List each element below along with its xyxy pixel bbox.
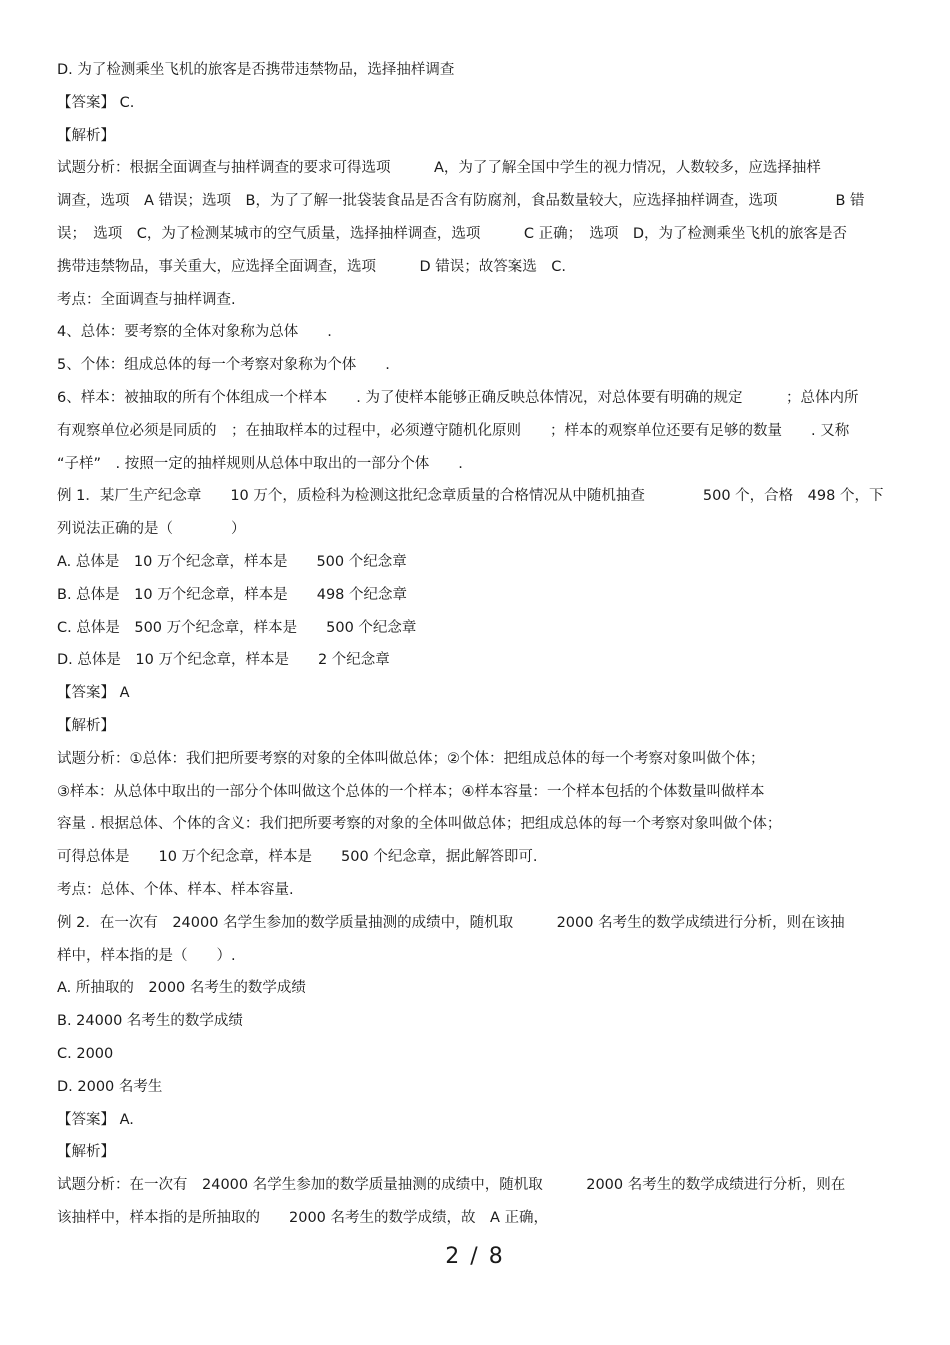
text-line: 试题分析：①总体：我们把所要考察的对象的全体叫做总体；②个体：把组成总体的每一个考察对象叫做个体； [57,750,765,767]
text-line: A. 所抽取的 2000 名考生的数学成绩 [57,980,306,997]
text-line: 【答案】 A. [57,1111,134,1128]
text-line: C. 2000 [57,1046,114,1062]
text-line: 考点：全面调查与抽样调查. [57,291,236,308]
text-line: 试题分析：在一次有 24000 名学生参加的数学质量抽测的成绩中，随机取 2000 名考生的数学成绩进行分析，则在 [57,1177,846,1194]
text-line: 该抽样中，样本指的是所抽取的 2000 名考生的数学成绩，故 A 正确， [57,1210,549,1226]
text-line: 有观察单位必须是同质的 ；在抽取样本的过程中，必须遵守随机化原则 ；样本的观察单位还要有足够的数量 . 又称 [57,422,850,439]
text-line: 【解析】 [57,718,115,734]
text-line: 调查，选项 A 错误；选项 B，为了了解一批袋装食品是否含有防腐剂，食品数量较大，应选择抽样调查，选项 B 错 [57,193,865,210]
text-line: 例 1．某厂生产纪念章 10 万个，质检科为检测这批纪念章质量的合格情况从中随机抽查 500 个，合格 498 个，下 [57,488,884,505]
text-line: 【解析】 [57,1144,115,1161]
text-line: B. 24000 名考生的数学成绩 [57,1013,243,1030]
text-line: 误； 选项 C，为了检测某城市的空气质量，选择抽样调查，选项 C 正确； 选项 D，为了检测乘坐飞机的旅客是否 [57,226,848,242]
text-line: 可得总体是 10 万个纪念章，样本是 500 个纪念章，据此解答即可. [57,849,538,866]
text-line: D. 总体是 10 万个纪念章，样本是 2 个纪念章 [57,652,390,669]
text-line: ③样本：从总体中取出的一部分个体叫做这个总体的一个样本；④样本容量：一个样本包括的个体数量叫做样本 [57,783,765,800]
text-line: 4、总体：要考察的全体对象称为总体 . [57,324,332,341]
text-line: A. 总体是 10 万个纪念章，样本是 500 个纪念章 [57,554,407,570]
text-line: 携带违禁物品，事关重大，应选择全面调查，选项 D 错误；故答案选 C. [57,258,567,275]
text-line: 样中，样本指的是（ ）. [57,947,236,964]
text-line: 试题分析：根据全面调查与抽样调查的要求可得选项 A，为了了解全国中学生的视力情况，人数较多，应选择抽样 [57,160,821,177]
text-line: 【解析】 [57,127,115,144]
text-line: 考点：总体、个体、样本、样本容量. [57,882,294,898]
text-line: 5、个体：组成总体的每一个考察对象称为个体 . [57,357,390,374]
text-line: D. 2000 名考生 [57,1078,163,1095]
text-line: C. 总体是 500 万个纪念章，样本是 500 个纪念章 [57,619,417,636]
text-line: 例 2．在一次有 24000 名学生参加的数学质量抽测的成绩中，随机取 2000 名考生的数学成绩进行分析，则在该抽 [57,914,845,931]
text-line: B. 总体是 10 万个纪念章，样本是 498 个纪念章 [57,586,408,603]
page-number: 2 / 8 [445,1244,505,1269]
text-line: 【答案】 A [57,685,130,702]
text-line: 6、样本：被抽取的所有个体组成一个样本 . 为了使样本能够正确反映总体情况，对总体要有明确的规定 ；总体内所 [57,390,859,406]
text-line: 容量 . 根据总体、个体的含义：我们把所要考察的对象的全体叫做总体；把组成总体的每一个考察对象叫做个体； [57,816,782,833]
text-line: D. 为了检测乘坐飞机的旅客是否携带违禁物品，选择抽样调查 [57,62,455,78]
text-line: 【答案】 C. [57,94,135,111]
text-line: 列说法正确的是（ ） [57,521,246,538]
text-line: “子样” . 按照一定的抽样规则从总体中取出的一部分个体 . [57,455,463,472]
